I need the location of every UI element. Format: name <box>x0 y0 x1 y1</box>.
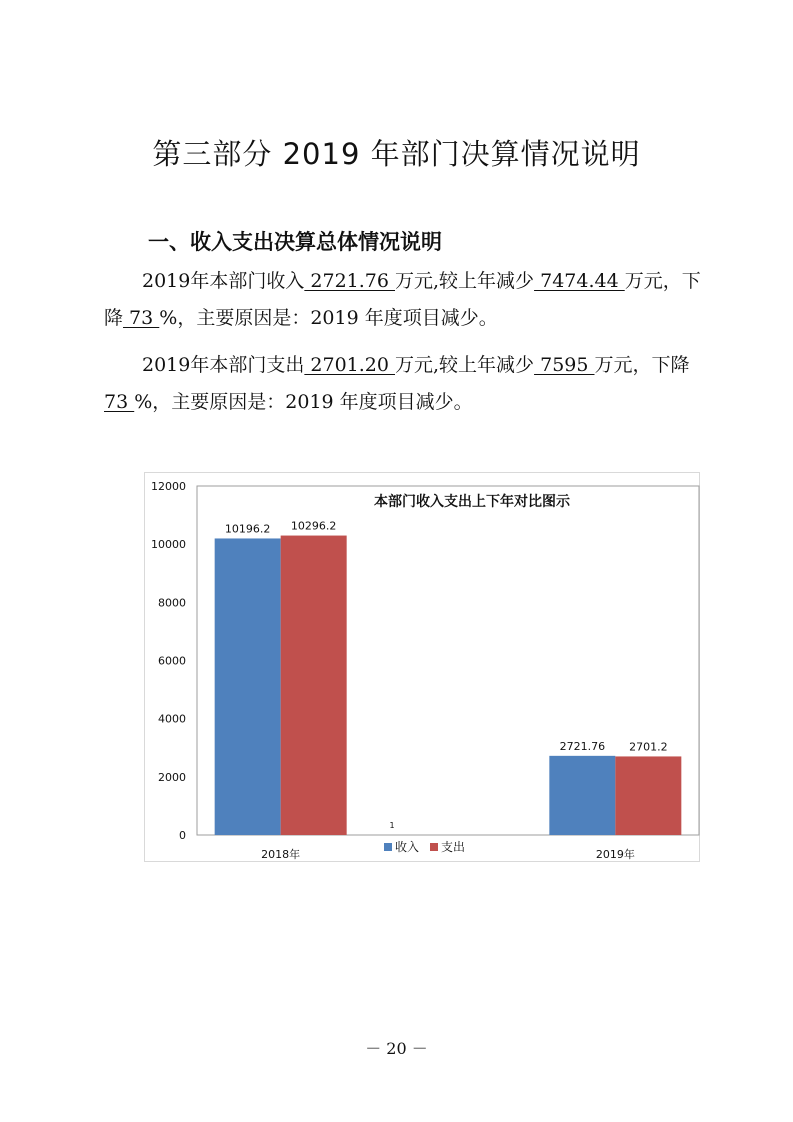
bar-income <box>215 538 281 835</box>
y-tick-label: 12000 <box>151 480 186 493</box>
stray-label: 1 <box>389 821 395 830</box>
page-title: 第三部分 2019 年部门决算情况说明 <box>152 137 641 171</box>
legend-swatch <box>384 843 392 851</box>
legend-label: 收入 <box>395 840 420 854</box>
y-tick-label: 10000 <box>151 538 186 552</box>
y-tick-label: 2000 <box>158 770 186 784</box>
income-paragraph <box>104 263 704 337</box>
income-text-4: %，主要原因是：2019 年度项目减少。 <box>159 307 498 329</box>
bar-value-label: 10296.2 <box>290 519 337 533</box>
income-text-2: 万元,较上年减少 <box>395 270 535 292</box>
bar-income <box>549 756 615 835</box>
income-text-3: 万元，下降 <box>104 270 701 329</box>
bar-expense <box>281 536 347 835</box>
y-tick-label: 8000 <box>158 596 186 610</box>
income-decrease-value: 7474.44 <box>534 270 625 292</box>
page-number: － 20 － <box>365 1039 428 1058</box>
legend-swatch <box>430 843 438 851</box>
expense-text-3: 万元，下降 <box>594 354 690 376</box>
expense-decrease-percent: 73 <box>104 391 135 413</box>
expense-text-1: 2019年本部门支出 <box>142 354 305 376</box>
bar-value-label: 10196.2 <box>224 522 271 536</box>
income-text-1: 2019年本部门收入 <box>142 270 305 292</box>
bar-expense <box>615 756 681 835</box>
expense-paragraph <box>104 347 704 421</box>
x-tick-label: 2018年 <box>261 848 301 861</box>
y-tick-label: 6000 <box>158 654 186 668</box>
income-expense-chart <box>144 472 700 862</box>
expense-text-4: %，主要原因是：2019 年度项目减少。 <box>134 391 473 413</box>
chart-title: 本部门收入支出上下年对比图示 <box>374 494 570 510</box>
income-value: 2721.76 <box>304 270 396 292</box>
expense-text-2: 万元,较上年减少 <box>395 354 535 376</box>
bar-value-label: 2721.76 <box>559 739 606 753</box>
section-heading: 一、收入支出决算总体情况说明 <box>148 230 442 254</box>
expense-decrease-value: 7595 <box>534 354 595 376</box>
y-tick-label: 4000 <box>158 712 186 726</box>
legend-label: 支出 <box>441 840 466 854</box>
income-decrease-percent: 73 <box>123 307 160 329</box>
chart-svg <box>144 472 700 862</box>
bar-value-label: 2701.2 <box>629 740 668 754</box>
y-tick-label: 0 <box>179 829 186 842</box>
expense-value: 2701.20 <box>304 354 396 376</box>
x-tick-label: 2019年 <box>595 848 635 861</box>
